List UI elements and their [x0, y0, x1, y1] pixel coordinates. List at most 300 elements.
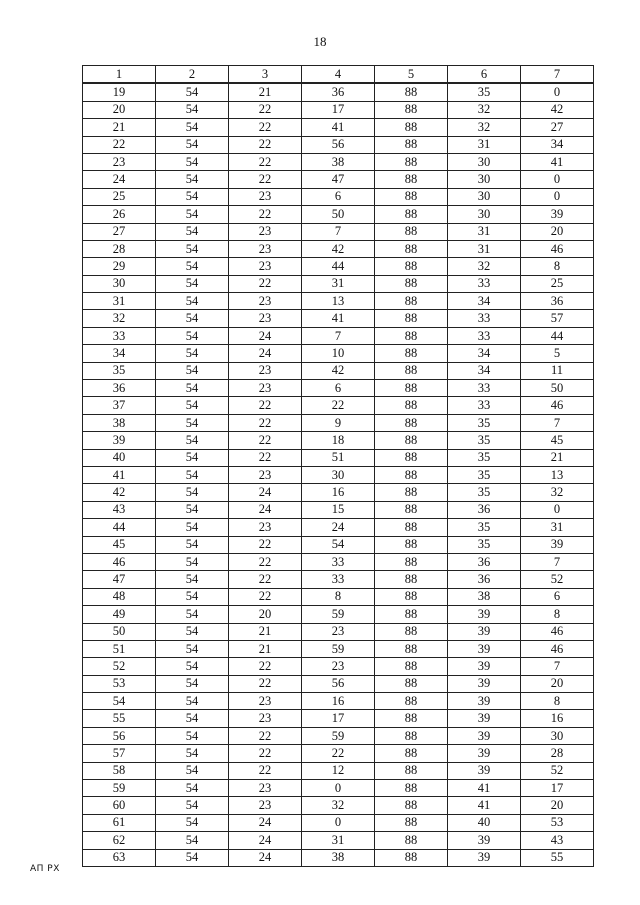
- table-cell: 42: [521, 101, 594, 118]
- table-cell: 38: [302, 153, 375, 170]
- table-cell: 46: [521, 640, 594, 657]
- table-cell: 39: [448, 832, 521, 849]
- table-cell: 88: [375, 153, 448, 170]
- table-cell: 31: [448, 136, 521, 153]
- table-cell: 29: [83, 258, 156, 275]
- table-row: [83, 519, 594, 536]
- table-cell: 22: [229, 588, 302, 605]
- table-cell: 88: [375, 675, 448, 692]
- table-cell: 42: [83, 484, 156, 501]
- table-cell: 36: [448, 553, 521, 570]
- table-cell: 23: [229, 797, 302, 814]
- table-row: [83, 119, 594, 136]
- table-cell: 32: [302, 797, 375, 814]
- table-cell: 88: [375, 553, 448, 570]
- table-cell: 18: [302, 432, 375, 449]
- table-cell: 43: [521, 832, 594, 849]
- table-cell: 50: [302, 206, 375, 223]
- table-cell: 23: [302, 623, 375, 640]
- column-header-5: 5: [375, 66, 448, 84]
- table-cell: 0: [521, 171, 594, 188]
- table-cell: 52: [83, 658, 156, 675]
- table-cell: 36: [448, 571, 521, 588]
- table-cell: 54: [156, 397, 229, 414]
- table-cell: 22: [229, 571, 302, 588]
- table-cell: 23: [229, 380, 302, 397]
- table-cell: 33: [83, 327, 156, 344]
- table-cell: 48: [83, 588, 156, 605]
- table-cell: 54: [156, 223, 229, 240]
- table-cell: 54: [156, 380, 229, 397]
- table-cell: 54: [156, 136, 229, 153]
- table-cell: 23: [229, 693, 302, 710]
- table-cell: 32: [521, 484, 594, 501]
- table-row: [83, 136, 594, 153]
- table-cell: 88: [375, 623, 448, 640]
- table-cell: 88: [375, 223, 448, 240]
- table-cell: 23: [229, 466, 302, 483]
- table-row: [83, 432, 594, 449]
- table-cell: 88: [375, 814, 448, 831]
- table-cell: 54: [156, 345, 229, 362]
- table-cell: 24: [229, 849, 302, 866]
- table-cell: 23: [229, 519, 302, 536]
- table-body: [83, 83, 594, 866]
- table-cell: 36: [521, 293, 594, 310]
- table-cell: 33: [448, 275, 521, 292]
- table-cell: 20: [521, 675, 594, 692]
- table-cell: 41: [83, 466, 156, 483]
- table-cell: 88: [375, 380, 448, 397]
- table-cell: 32: [448, 258, 521, 275]
- table-row: [83, 188, 594, 205]
- table-cell: 26: [83, 206, 156, 223]
- table-cell: 22: [229, 432, 302, 449]
- table-cell: 22: [229, 119, 302, 136]
- table-cell: 34: [83, 345, 156, 362]
- table-cell: 47: [302, 171, 375, 188]
- table-cell: 22: [229, 101, 302, 118]
- table-cell: 39: [448, 606, 521, 623]
- table-cell: 17: [302, 101, 375, 118]
- table-row: [83, 849, 594, 866]
- table-cell: 88: [375, 449, 448, 466]
- table-cell: 23: [229, 710, 302, 727]
- table-cell: 88: [375, 501, 448, 518]
- table-cell: 21: [229, 623, 302, 640]
- table-cell: 88: [375, 327, 448, 344]
- table-cell: 54: [156, 466, 229, 483]
- table-cell: 88: [375, 258, 448, 275]
- table-cell: 42: [302, 240, 375, 257]
- table-cell: 22: [229, 397, 302, 414]
- table-cell: 54: [156, 293, 229, 310]
- table-row: [83, 258, 594, 275]
- column-header-3: 3: [229, 66, 302, 84]
- table-cell: 41: [448, 780, 521, 797]
- table-cell: 35: [448, 519, 521, 536]
- table-cell: 24: [229, 832, 302, 849]
- table-cell: 20: [229, 606, 302, 623]
- table-row: [83, 693, 594, 710]
- table-cell: 88: [375, 797, 448, 814]
- table-cell: 39: [448, 762, 521, 779]
- table-cell: 35: [448, 414, 521, 431]
- column-header-1: 1: [83, 66, 156, 84]
- table-cell: 6: [302, 380, 375, 397]
- table-cell: 16: [302, 484, 375, 501]
- table-cell: 33: [448, 327, 521, 344]
- table-cell: 5: [521, 345, 594, 362]
- table-cell: 52: [521, 762, 594, 779]
- table-cell: 60: [83, 797, 156, 814]
- table-cell: 88: [375, 693, 448, 710]
- table-cell: 54: [156, 258, 229, 275]
- table-cell: 54: [156, 588, 229, 605]
- table-cell: 30: [448, 171, 521, 188]
- table-cell: 61: [83, 814, 156, 831]
- table-cell: 32: [448, 119, 521, 136]
- table-row: [83, 310, 594, 327]
- table-cell: 32: [83, 310, 156, 327]
- table-cell: 51: [302, 449, 375, 466]
- table-row: [83, 83, 594, 101]
- table-cell: 39: [448, 658, 521, 675]
- table-row: [83, 171, 594, 188]
- table-row: [83, 362, 594, 379]
- table-cell: 37: [83, 397, 156, 414]
- table-cell: 31: [83, 293, 156, 310]
- table-cell: 38: [448, 588, 521, 605]
- table-cell: 49: [83, 606, 156, 623]
- table-cell: 21: [229, 83, 302, 101]
- table-cell: 88: [375, 310, 448, 327]
- table-cell: 23: [302, 658, 375, 675]
- table-row: [83, 588, 594, 605]
- table-cell: 88: [375, 136, 448, 153]
- table-cell: 55: [521, 849, 594, 866]
- table-cell: 88: [375, 188, 448, 205]
- table-row: [83, 380, 594, 397]
- table-cell: 88: [375, 397, 448, 414]
- table-cell: 22: [229, 206, 302, 223]
- column-header-6: 6: [448, 66, 521, 84]
- table-row: [83, 206, 594, 223]
- table-cell: 24: [83, 171, 156, 188]
- table-cell: 39: [521, 536, 594, 553]
- table-cell: 21: [521, 449, 594, 466]
- table-cell: 88: [375, 588, 448, 605]
- table-cell: 22: [229, 275, 302, 292]
- table-cell: 88: [375, 362, 448, 379]
- table-cell: 12: [302, 762, 375, 779]
- table-row: [83, 275, 594, 292]
- table-row: [83, 814, 594, 831]
- table-cell: 8: [302, 588, 375, 605]
- table-cell: 54: [156, 571, 229, 588]
- table-cell: 54: [156, 171, 229, 188]
- table-cell: 54: [156, 240, 229, 257]
- table-cell: 20: [521, 223, 594, 240]
- table-cell: 50: [521, 380, 594, 397]
- coordinates-table: [82, 65, 594, 867]
- table-cell: 39: [448, 849, 521, 866]
- table-cell: 24: [229, 484, 302, 501]
- table-cell: 54: [156, 849, 229, 866]
- table-cell: 8: [521, 258, 594, 275]
- table-cell: 41: [302, 119, 375, 136]
- table-cell: 23: [229, 223, 302, 240]
- table-row: [83, 466, 594, 483]
- table-cell: 54: [83, 693, 156, 710]
- table-cell: 36: [83, 380, 156, 397]
- table-cell: 0: [302, 814, 375, 831]
- table-cell: 88: [375, 658, 448, 675]
- table-cell: 28: [83, 240, 156, 257]
- table-cell: 24: [229, 814, 302, 831]
- table-cell: 23: [83, 153, 156, 170]
- table-cell: 22: [229, 414, 302, 431]
- table-cell: 6: [302, 188, 375, 205]
- table-cell: 88: [375, 206, 448, 223]
- table-cell: 41: [448, 797, 521, 814]
- table-row: [83, 623, 594, 640]
- table-cell: 33: [448, 310, 521, 327]
- table-cell: 54: [156, 693, 229, 710]
- table-row: [83, 745, 594, 762]
- table-cell: 34: [448, 362, 521, 379]
- page-number: 18: [313, 34, 327, 49]
- table-cell: 9: [302, 414, 375, 431]
- table-cell: 17: [521, 780, 594, 797]
- table-cell: 31: [302, 275, 375, 292]
- table-cell: 46: [521, 240, 594, 257]
- table-cell: 22: [229, 727, 302, 744]
- column-header-4: 4: [302, 66, 375, 84]
- table-cell: 39: [448, 745, 521, 762]
- table-cell: 34: [448, 293, 521, 310]
- table-cell: 22: [229, 171, 302, 188]
- table-cell: 35: [448, 484, 521, 501]
- table-cell: 39: [448, 675, 521, 692]
- table-row: [83, 553, 594, 570]
- table-cell: 54: [156, 414, 229, 431]
- table-cell: 54: [156, 83, 229, 101]
- table-cell: 59: [302, 727, 375, 744]
- table-cell: 54: [156, 206, 229, 223]
- table-cell: 0: [521, 188, 594, 205]
- table-cell: 8: [521, 693, 594, 710]
- table-cell: 88: [375, 571, 448, 588]
- table-cell: 22: [229, 536, 302, 553]
- table-cell: 23: [229, 293, 302, 310]
- table-cell: 24: [229, 327, 302, 344]
- table-row: [83, 710, 594, 727]
- table-cell: 50: [83, 623, 156, 640]
- table-row: [83, 345, 594, 362]
- table-cell: 43: [83, 501, 156, 518]
- table-cell: 88: [375, 745, 448, 762]
- table-cell: 44: [83, 519, 156, 536]
- table-cell: 59: [302, 640, 375, 657]
- table-cell: 88: [375, 484, 448, 501]
- table-cell: 39: [448, 623, 521, 640]
- table-cell: 54: [156, 640, 229, 657]
- table-row: [83, 240, 594, 257]
- table-row: [83, 327, 594, 344]
- table-cell: 88: [375, 849, 448, 866]
- table-cell: 30: [448, 153, 521, 170]
- table-cell: 88: [375, 119, 448, 136]
- table-cell: 24: [229, 501, 302, 518]
- table-cell: 54: [156, 310, 229, 327]
- table-cell: 54: [156, 362, 229, 379]
- table-cell: 7: [521, 414, 594, 431]
- table-cell: 33: [302, 553, 375, 570]
- table-cell: 59: [83, 780, 156, 797]
- table-cell: 88: [375, 710, 448, 727]
- table-cell: 11: [521, 362, 594, 379]
- table-cell: 30: [448, 188, 521, 205]
- table-cell: 54: [156, 762, 229, 779]
- table-row: [83, 536, 594, 553]
- table-cell: 88: [375, 727, 448, 744]
- table-row: [83, 640, 594, 657]
- table-cell: 54: [156, 275, 229, 292]
- table-cell: 6: [521, 588, 594, 605]
- table-row: [83, 501, 594, 518]
- table-cell: 88: [375, 762, 448, 779]
- table-header: [83, 66, 594, 84]
- table-cell: 22: [229, 762, 302, 779]
- table-cell: 54: [156, 432, 229, 449]
- table-row: [83, 780, 594, 797]
- table-cell: 53: [521, 814, 594, 831]
- table-cell: 54: [302, 536, 375, 553]
- table-row: [83, 153, 594, 170]
- table-cell: 39: [83, 432, 156, 449]
- table-cell: 57: [83, 745, 156, 762]
- table-row: [83, 449, 594, 466]
- table-cell: 33: [302, 571, 375, 588]
- table-cell: 35: [83, 362, 156, 379]
- table-row: [83, 484, 594, 501]
- table-cell: 88: [375, 240, 448, 257]
- table-cell: 39: [448, 710, 521, 727]
- table-cell: 22: [229, 553, 302, 570]
- table-cell: 54: [156, 119, 229, 136]
- table-cell: 88: [375, 275, 448, 292]
- table-cell: 45: [521, 432, 594, 449]
- table-cell: 35: [448, 83, 521, 101]
- table-cell: 22: [229, 136, 302, 153]
- table-cell: 7: [521, 658, 594, 675]
- table-cell: 40: [448, 814, 521, 831]
- table-cell: 53: [83, 675, 156, 692]
- table-cell: 88: [375, 519, 448, 536]
- table-cell: 22: [229, 745, 302, 762]
- table-cell: 23: [229, 258, 302, 275]
- table-cell: 59: [302, 606, 375, 623]
- table-cell: 0: [302, 780, 375, 797]
- table-cell: 39: [521, 206, 594, 223]
- table-row: [83, 397, 594, 414]
- table-cell: 35: [448, 536, 521, 553]
- table-cell: 88: [375, 414, 448, 431]
- table-cell: 19: [83, 83, 156, 101]
- table-cell: 52: [521, 571, 594, 588]
- table-cell: 54: [156, 519, 229, 536]
- table-cell: 54: [156, 501, 229, 518]
- table-cell: 55: [83, 710, 156, 727]
- table-cell: 27: [521, 119, 594, 136]
- table-cell: 88: [375, 432, 448, 449]
- column-header-2: 2: [156, 66, 229, 84]
- table-cell: 39: [448, 640, 521, 657]
- table-cell: 30: [83, 275, 156, 292]
- table-cell: 34: [521, 136, 594, 153]
- table-cell: 54: [156, 727, 229, 744]
- table-row: [83, 571, 594, 588]
- table-cell: 56: [302, 136, 375, 153]
- table-cell: 47: [83, 571, 156, 588]
- table-cell: 40: [83, 449, 156, 466]
- table-cell: 88: [375, 293, 448, 310]
- table-cell: 10: [302, 345, 375, 362]
- table-cell: 88: [375, 640, 448, 657]
- table-cell: 63: [83, 849, 156, 866]
- table-cell: 22: [302, 397, 375, 414]
- table-cell: 54: [156, 449, 229, 466]
- table-cell: 54: [156, 797, 229, 814]
- table-cell: 36: [448, 501, 521, 518]
- table-cell: 22: [229, 675, 302, 692]
- table-cell: 35: [448, 466, 521, 483]
- table-cell: 20: [83, 101, 156, 118]
- table-cell: 54: [156, 188, 229, 205]
- table-cell: 23: [229, 362, 302, 379]
- table-cell: 38: [302, 849, 375, 866]
- column-header-7: 7: [521, 66, 594, 84]
- table-cell: 21: [229, 640, 302, 657]
- table-cell: 54: [156, 153, 229, 170]
- table-cell: 46: [521, 623, 594, 640]
- table-cell: 7: [302, 223, 375, 240]
- table-cell: 22: [302, 745, 375, 762]
- table-cell: 54: [156, 832, 229, 849]
- table-cell: 41: [521, 153, 594, 170]
- table-cell: 54: [156, 553, 229, 570]
- table-cell: 23: [229, 780, 302, 797]
- table-cell: 88: [375, 780, 448, 797]
- table-cell: 34: [448, 345, 521, 362]
- table-cell: 51: [83, 640, 156, 657]
- table-cell: 54: [156, 101, 229, 118]
- table-cell: 57: [521, 310, 594, 327]
- table-cell: 39: [448, 727, 521, 744]
- table-cell: 54: [156, 780, 229, 797]
- table-cell: 54: [156, 814, 229, 831]
- table-row: [83, 414, 594, 431]
- table-cell: 31: [448, 223, 521, 240]
- table-cell: 88: [375, 536, 448, 553]
- table-cell: 23: [229, 240, 302, 257]
- table-cell: 44: [521, 327, 594, 344]
- table-cell: 46: [521, 397, 594, 414]
- table-cell: 33: [448, 380, 521, 397]
- table-row: [83, 832, 594, 849]
- table-cell: 38: [83, 414, 156, 431]
